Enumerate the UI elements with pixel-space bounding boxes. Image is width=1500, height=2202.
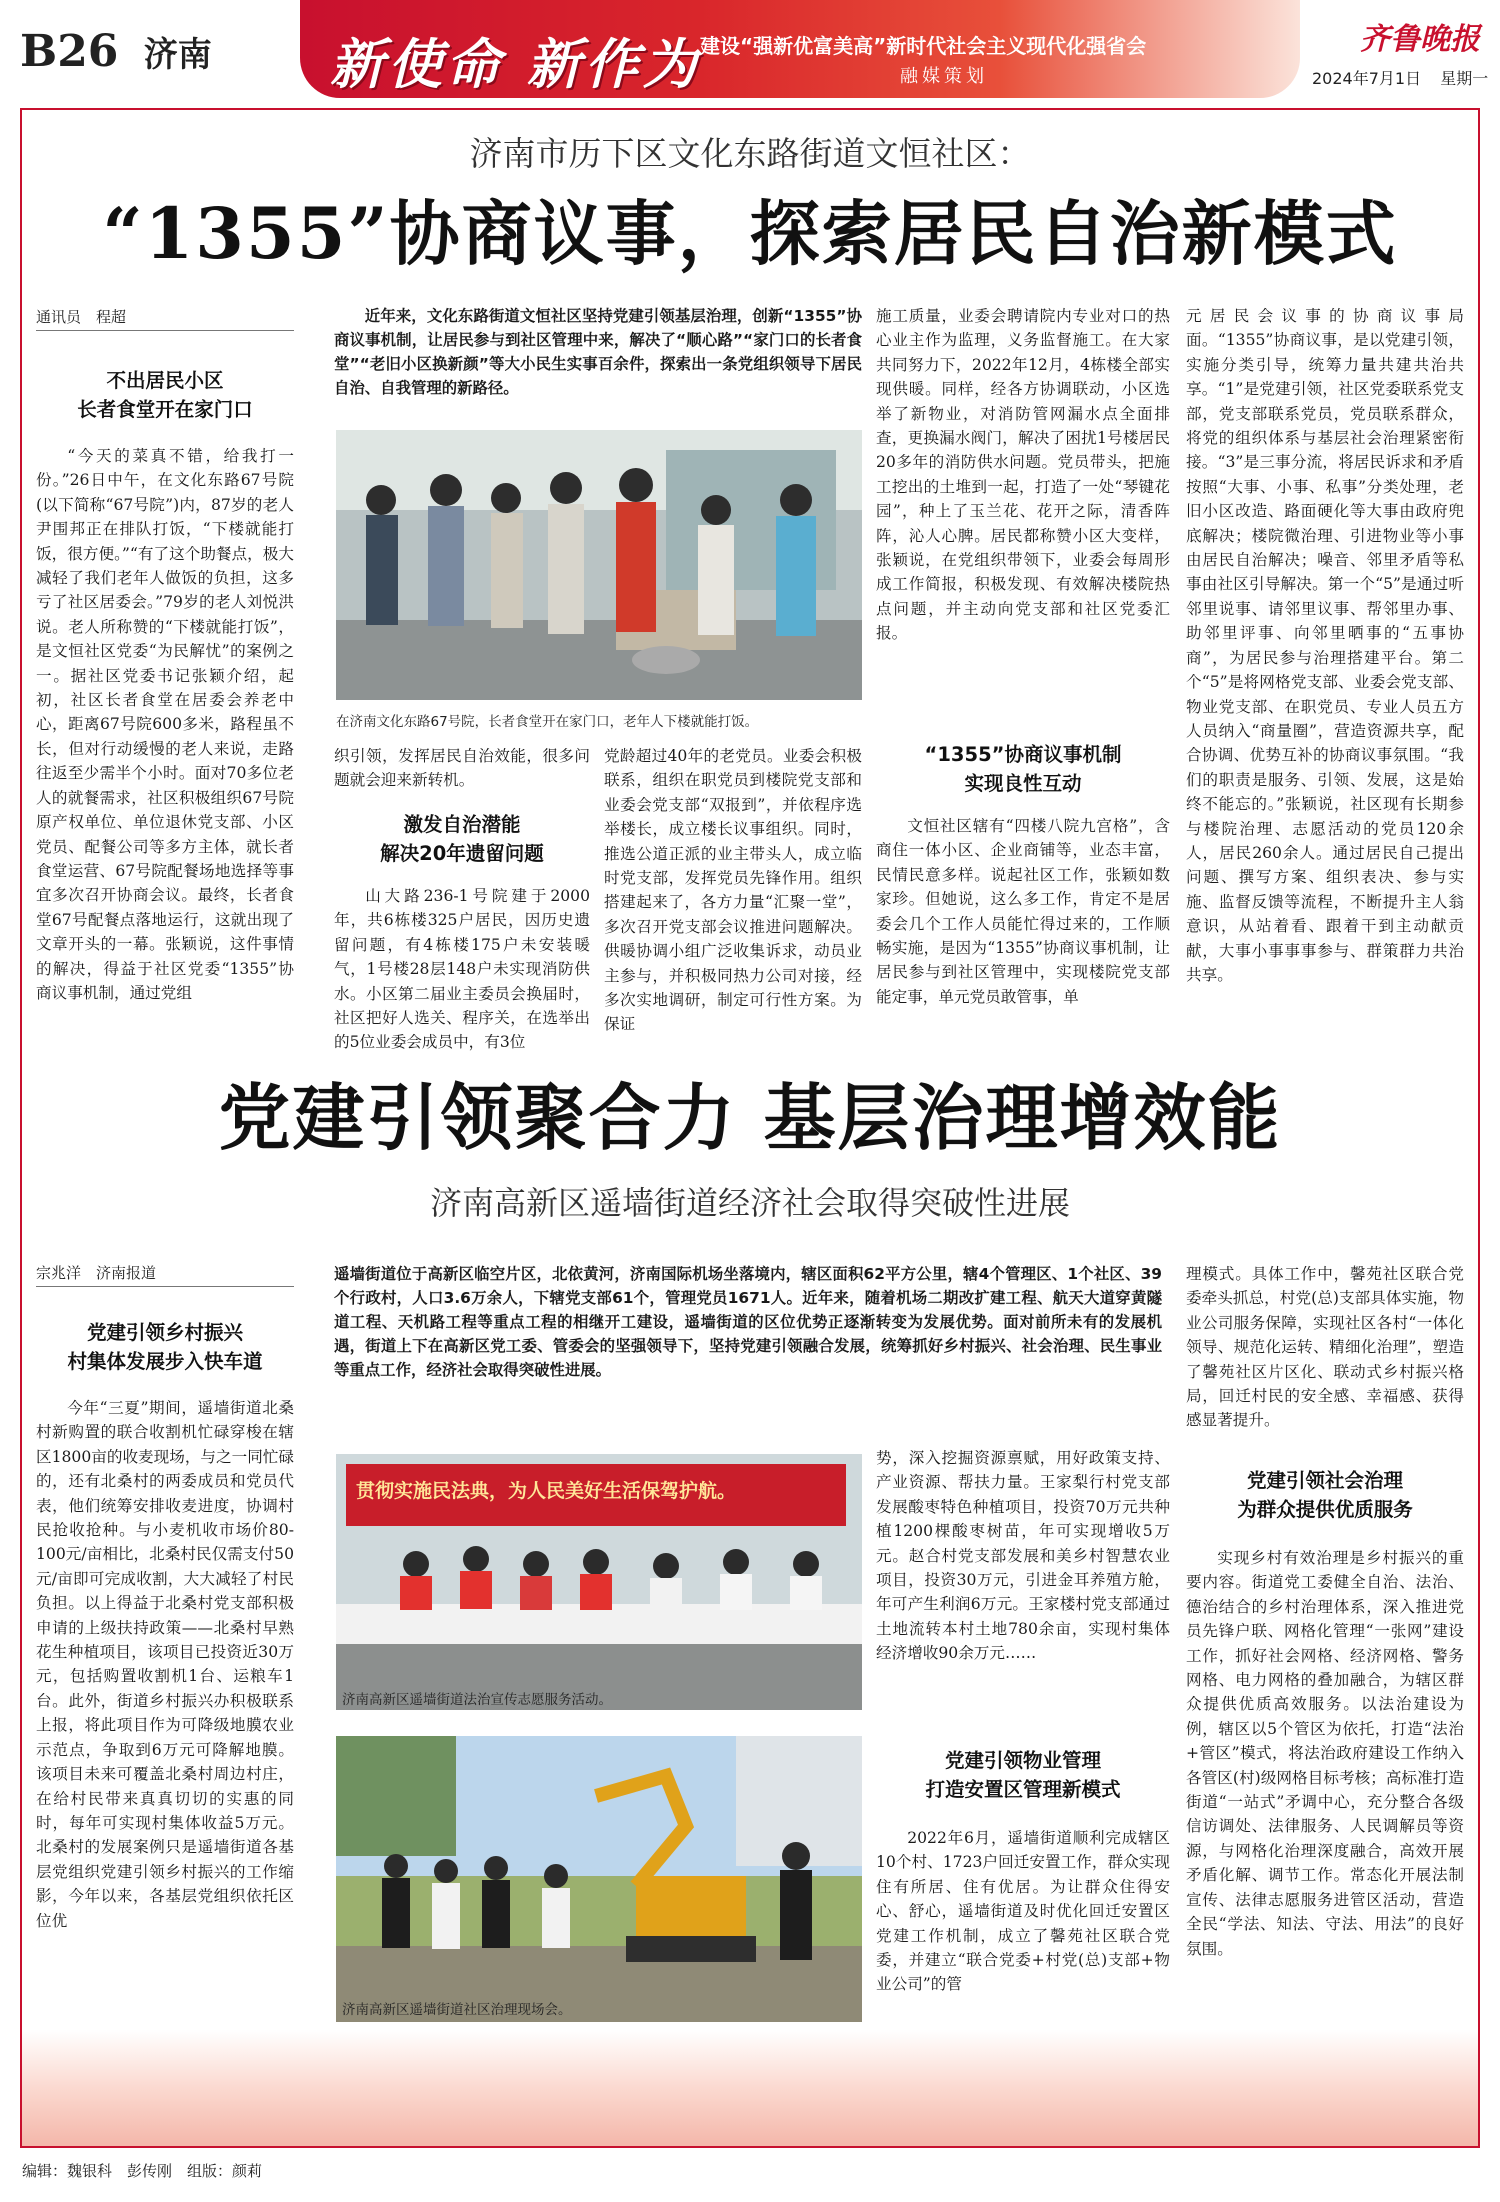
issue-date <box>1312 66 1488 89</box>
campaign-tag: 融媒策划 <box>900 66 988 87</box>
article2-subhead-3 <box>1186 1466 1464 1524</box>
campaign-slogan: 新使命 新作为 <box>330 32 701 96</box>
body-text: 今年“三夏”期间，遥墙街道北桑村新购置的联合收割机忙碌穿梭在辖区1800亩的收麦现场，与之一同忙碌的，还有北桑村的两委成员和党员代表，他们统筹安排收麦进度，协调村民抢收抢种。与小麦机收市场价80-100元/亩相比，北桑村民仅需支付50元/亩即可完成收割，大大减轻了村民负担。以上得益于北桑村党支部积极申请的上级扶持政策——北桑村早熟花生种植项目，该项目已投资近30万元，包括购置收割机1台、运粮车1台。此外，街道乡村振兴办积极联系上报，将此项目作为可降级地膜农业示范点，争取到6万元可降解地膜。该项目未来可覆盖北桑村周边村庄，在给村民带来真真切切的实惠的同时，每年可实现村集体收益5万元。北桑村的发展案例只是遥墙街道各基层党组织党建引领乡村振兴的工作缩影，今年以来，各基层党组织依托区位优 <box>36 1399 294 1930</box>
lead-text: 遥墙街道位于高新区临空片区，北依黄河，济南国际机场坐落境内，辖区面积62平方公里，辖4个管理区、1个社区、39个行政村，人口3.6万余人，下辖党支部61个，管理党员1671人。近年来，随着机场二期改扩建工程、航天大道穿黄隧道工程、天机路工程等重点工程的相继开工建设，遥墙街道的区位优势正逐渐转变为发展优势。面对前所未有的发展机遇，街道上下在高新区党工委、管委会的坚强领导下，坚持党建引领融合发展，统筹抓好乡村振兴、社会治理、民生事业等重点工作，经济社会取得突破性进展。 <box>334 1265 1162 1379</box>
decorative-footer-band <box>22 2030 1478 2146</box>
article2-byline: 宗兆洋 济南报道 <box>36 1262 294 1287</box>
subhead-line: 打造安置区管理新模式 <box>925 1778 1121 1801</box>
article1-subhead-1 <box>36 366 294 424</box>
subhead-line: 激发自治潜能 <box>403 813 521 836</box>
body-text: 2022年6月，遥墙街道顺利完成辖区10个村、1723户回迁安置工作，群众实现住有所居、住有优居。为让群众住得安心、舒心，遥墙街道及时优化回迁安置区党建工作机制，成立了馨苑社区联合党委，并建立“联合党委+村党(总)支部+物业公司”的管 <box>876 1829 1170 1994</box>
subhead-line: “1355”协商议事机制 <box>924 743 1122 766</box>
subhead-line: 长者食堂开在家门口 <box>77 398 253 421</box>
page-number-label: B26 <box>20 26 119 77</box>
article1-subhead-2 <box>334 810 590 868</box>
article1-column-4b <box>876 814 1170 1034</box>
body-text: 织引领，发挥居民自治效能，很多问题就会迎来新转机。 <box>334 747 590 790</box>
article2-column-3 <box>876 1446 1170 1736</box>
event-banner-text: 贯彻实施民法典，为人民美好生活保驾护航。 <box>356 1480 737 1502</box>
article2-photo-2 <box>336 1736 862 2022</box>
body-text: “今天的菜真不错，给我打一份。”26日中午，在文化东路67号院(以下简称“67号院”)内，87岁的老人尹围邦正在排队打饭，“下楼就能打饭，很方便。”“有了这个助餐点，极大减轻了我们老年人做饭的负担，这多亏了社区居委会。”79岁的老人刘悦洪说。老人所称赞的“下楼就能打饭”，是文恒社区党委“为民解忧”的案例之一。据社区党委书记张颖介绍，起初，社区长者食堂在居委会养老中心，距离67号院600多米，路程虽不长，但对行动缓慢的老人来说，走路往返至少需半个小时。面对70多位老人的就餐需求，社区积极组织67号院原产权单位、单位退休党支部、小区党员、配餐公司等多方主体，就长者食堂运营、67号院配餐场地选择等事宜多次召开协商会议。最终，长者食堂67号配餐点落地运行，这就出现了文章开头的一幕。张颖说，这件事情的解决，得益于社区党委“1355”协商议事机制，通过党组 <box>36 447 294 1002</box>
article2-headline: 党建引领聚合力 基层治理增效能 <box>218 1075 1282 1160</box>
body-text: 元居民会议事的协商议事局面。“1355”协商议事，是以党建引领，实施分类引导，统筹力量共建共治共享。“1”是党建引领，社区党委联系党支部，党支部联系党员，党员联系群众，将党的组织体系与基层社会治理紧密衔接。“3”是三事分流，将居民诉求和矛盾按照“大事、小事、私事”分类处理，老旧小区改造、路面硬化等大事由政府兜底解决；楼院微治理、引进物业等小事由居民自治解决；噪音、邻里矛盾等私事由社区引导解决。第一个“5”是通过听邻里说事、请邻里议事、帮邻里办事、助邻里评事、向邻里晒事的“五事协商”，为居民参与治理搭建平台。第二个“5”是将网格党支部、业委会党支部、物业党支部、在职党员、专业人员五方人员纳入“商量圈”，营造资源共享，配合协调、优势互补的协商议事氛围。“我们的职责是服务、引领、发展，这是始终不能忘的。”张颖说，社区现有长期参与楼院治理、志愿活动的党员120余人，居民260余人。通过居民自己提出问题、撰写方案、组织表决、参与实施、监督反馈等流程，不断提升主人翁意识，从站着看、跟着干到主动献贡献，大事小事事事参与、群策群力共治共享。 <box>1186 307 1464 984</box>
body-text: 实现乡村有效治理是乡村振兴的重要内容。街道党工委健全自治、法治、德治结合的乡村治理体系，深入推进党员先锋户联、网格化管理“一张网”建设工作，抓好社会网格、经济网格、警务网格、电力网格的叠加融合，为辖区群众提供优质高效服务。以法治建设为例，辖区以5个管区为依托，打造“法治+管区”模式，将法治政府建设工作纳入各管区(村)级网格目标考核；高标准打造街道“一站式”矛调中心，充分整合各级信访调处、法律服务、人民调解员等资源，与网格化治理深度融合，高效开展矛盾化解、调节工作。常态化开展法制宣传、法律志愿服务进管区活动，营造全民“学法、知法、守法、用法”的良好氛围。 <box>1186 1549 1464 1958</box>
weekday-text: 星期一 <box>1440 69 1489 88</box>
body-text: 文恒社区辖有“四楼八院九宫格”，含商住一体小区、企业商铺等，业态丰富，民情民意多样。说起社区工作，张颖如数家珍。但她说，这么多工作，肯定不是居委会几个工作人员能忙得过来的，工作顺畅实施，是因为“1355”协商议事机制，让居民参与到社区管理中，实现楼院党支部能定事，单元党员敢管事，单 <box>876 817 1170 1006</box>
subhead-line: 不出居民小区 <box>106 369 224 392</box>
article2-column-4b <box>1186 1546 1464 2022</box>
article2-photo-1-caption: 济南高新区遥墙街道法治宣传志愿服务活动。 <box>342 1692 612 1708</box>
body-text: 势，深入挖掘资源禀赋，用好政策支持、产业资源、帮扶力量。王家梨行村党支部发展酸枣特色种植项目，投资70万元共种植1200棵酸枣树苗，年可实现增收5万元。赵合村党支部发展和美乡村智慧农业项目，投资30万元，引进金耳养殖方舱，年可产生利润6万元。王家楼村党支部通过土地流转本村土地780余亩，实现村集体经济增收90余万元…… <box>876 1449 1170 1663</box>
article2-column-4 <box>1186 1262 1464 1462</box>
body-text: 施工质量，业委会聘请院内专业对口的热心业主作为监理，义务监督施工。在大家共同努力下，2022年12月，4栋楼全部实现供暖。同样，经各方协调联动，小区选举了新物业，对消防管网漏水点全面排查，更换漏水阀门，解决了困扰1号楼居民20多年的消防供水问题。党员带头，把施工挖出的土堆到一起，打造了一处“琴键花园”，种上了玉兰花、花开之际，清香阵阵，沁人心脾。居民都称赞小区大变样，张颖说，在党组织带领下，业委会每周形成工作简报，积极发现、有效解决楼院热点问题，并主动向党支部和社区党委汇报。 <box>876 307 1170 643</box>
subhead-line: 村集体发展步入快车道 <box>67 1350 263 1373</box>
article1-subhead-3 <box>876 740 1170 798</box>
article1-column-5 <box>1186 304 1464 1034</box>
date-text: 2024年7月1日 <box>1312 69 1422 88</box>
masthead <box>0 0 1500 102</box>
canteen-photo-icon <box>336 430 862 700</box>
article2-kicker: 济南高新区遥墙街道经济社会取得突破性进展 <box>429 1184 1070 1222</box>
article1-column-1 <box>36 444 294 1034</box>
lead-text: 近年来，文化东路街道文恒社区坚持党建引领基层治理，创新“1355”协商议事机制，让居民参与到社区管理中来，解决了“顺心路”“家门口的长者食堂”“老旧小区换新颜”等大小民生实事百余件，探索出一条党组织领导下居民自治、自我管理的新路径。 <box>334 307 862 397</box>
article2-lead <box>334 1262 1162 1412</box>
article1-column-2b <box>334 884 590 1052</box>
body-text: 山大路236-1号院建于2000年，共6栋楼325户居民，因历史遗留问题，有4栋楼175户未安装暖气，1号楼28层148户未实现消防供水。小区第二届业主委员会换届时，社区把好人选关、程序关，在选举出的5位业委会成员中，有3位 <box>334 887 590 1052</box>
subhead-line: 为群众提供优质服务 <box>1237 1498 1413 1521</box>
subhead-line: 解决20年遗留问题 <box>380 842 544 865</box>
section-name: 济南 <box>143 35 212 75</box>
article2-photo-1 <box>336 1454 862 1710</box>
subhead-line: 党建引领物业管理 <box>944 1749 1101 1772</box>
article2-photo-2-caption: 济南高新区遥墙街道社区治理现场会。 <box>342 2002 572 2018</box>
subhead-line: 党建引领乡村振兴 <box>86 1321 243 1344</box>
article2-column-1 <box>36 1396 294 2016</box>
article2-subhead-2 <box>876 1746 1170 1804</box>
article1-lead <box>334 304 862 404</box>
page-footer: 编辑：魏银科 彭传刚 组版：颜莉 <box>22 2162 263 2180</box>
article1-byline: 通讯员 程超 <box>36 306 294 331</box>
article1-photo <box>336 430 862 700</box>
page-number <box>20 26 212 77</box>
article1-column-3 <box>604 744 862 1034</box>
subhead-line: 党建引领社会治理 <box>1246 1469 1403 1492</box>
body-text: 理模式。具体工作中，馨苑社区联合党委牵头抓总，村党(总)支部具体实施，物业公司服务保障，实现社区各村“一体化领导、规范化运转、精细化治理”，塑造了馨苑社区片区化、联动式乡村振兴格局，回迁村民的安全感、幸福感、获得感显著提升。 <box>1186 1265 1464 1430</box>
body-text: 党龄超过40年的老党员。业委会积极联系，组织在职党员到楼院党支部和业委会党支部“双报到”，并依程序选举楼长，成立楼长议事组织。同时，推选公道正派的业主带头人，成立临时党支部，发挥党员先锋作用。组织搭建起来了，各方力量“汇聚一堂”，多次召开党支部会议推进问题解决。供暖协调小组广泛收集诉求，动员业主参与，并积极同热力公司对接，经多次实地调研，制定可行性方案。为保证 <box>604 747 862 1034</box>
article2-subhead-1 <box>36 1318 294 1376</box>
article1-column-2 <box>334 744 590 800</box>
campaign-title: 建设“强新优富美高”新时代社会主义现代化强省会 <box>700 34 1147 58</box>
newspaper-logo: 齐鲁晚报 <box>1360 22 1480 57</box>
site-meeting-photo-icon <box>336 1736 862 2022</box>
subhead-line: 实现良性互动 <box>964 772 1082 795</box>
article1-headline: “1355”协商议事，探索居民自治新模式 <box>102 192 1398 275</box>
article1-column-4 <box>876 304 1170 724</box>
article1-kicker: 济南市历下区文化东路街道文恒社区： <box>469 134 1031 173</box>
article2-column-3b <box>876 1826 1170 2022</box>
article1-photo-caption: 在济南文化东路67号院，长者食堂开在家门口，老年人下楼就能打饭。 <box>336 714 759 730</box>
